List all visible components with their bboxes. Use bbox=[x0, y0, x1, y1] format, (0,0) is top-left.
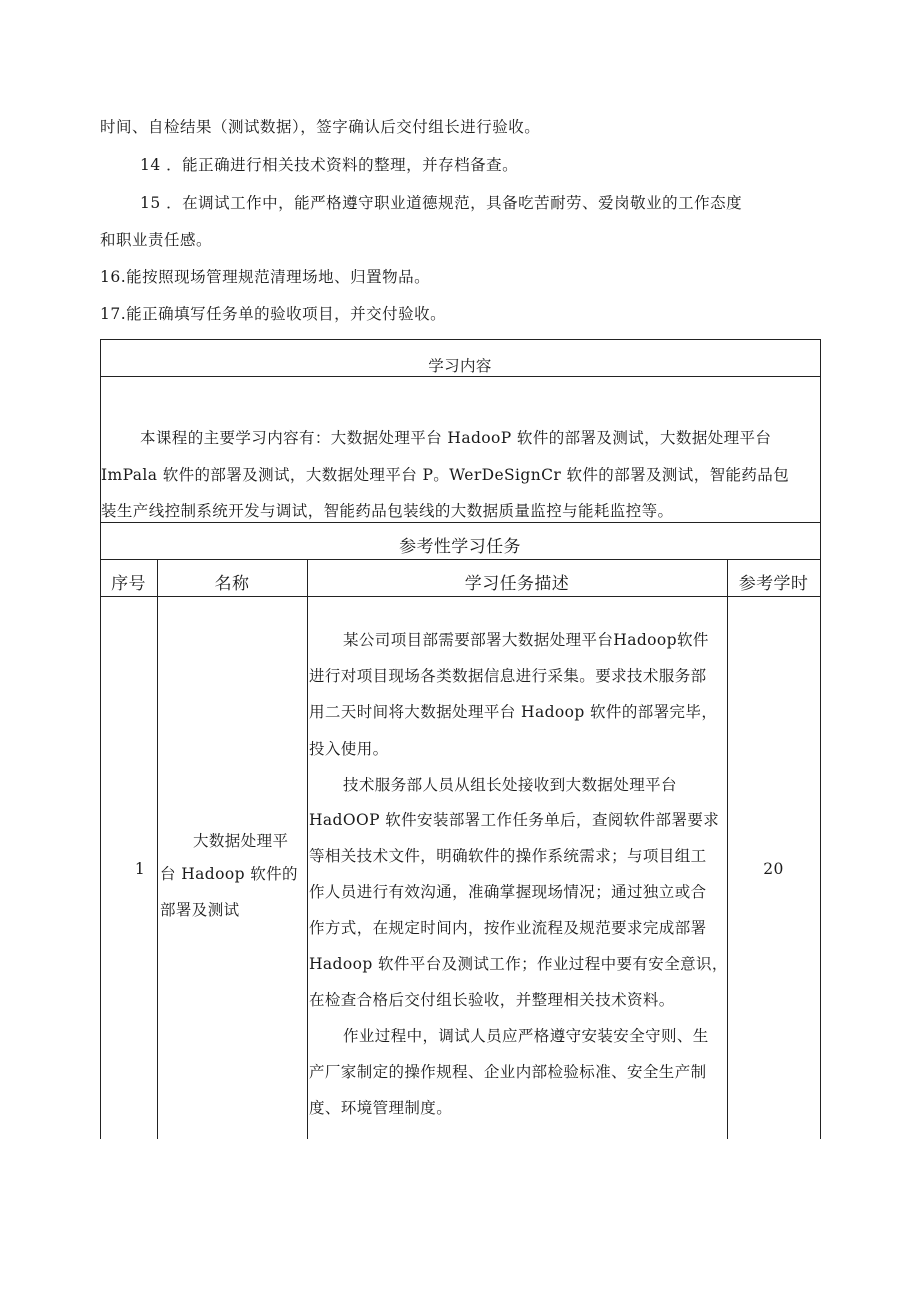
row-desc-line-14: 度、环境管理制度。 bbox=[309, 1099, 453, 1117]
row-desc-line-7: 等相关技术文件，明确软件的操作系统需求；与项目组工 bbox=[309, 847, 707, 865]
table-border-h4 bbox=[100, 596, 820, 597]
intro-line-time: 时间、自检结果（测试数据），签字确认后交付组长进行验收。 bbox=[100, 118, 541, 136]
table-border-h1 bbox=[100, 376, 820, 377]
row-name-line-3: 部署及测试 bbox=[160, 901, 240, 919]
row-desc-line-1: 某公司项目部需要部署大数据处理平台Hadoop软件 bbox=[343, 631, 709, 649]
reference-tasks-header: 参考性学习任务 bbox=[399, 537, 521, 557]
table-border-h3 bbox=[100, 559, 820, 560]
row-name-line-2: 台 Hadoop 软件的 bbox=[160, 865, 298, 883]
column-header-hours: 参考学时 bbox=[738, 574, 809, 594]
row-desc-line-12: 作业过程中，调试人员应严格遵守安装安全守则、生 bbox=[343, 1027, 709, 1045]
learning-content-line-2: ImPala 软件的部署及测试，大数据处理平台 P。WerDeSignCr 软件的部署及测试，智能药品包 bbox=[101, 466, 790, 484]
row-desc-line-2: 进行对项目现场各类数据信息进行采集。要求技术服务部 bbox=[309, 667, 707, 685]
table-border-right bbox=[820, 339, 821, 1139]
learning-content-line-1: 本课程的主要学习内容有：大数据处理平台 HadooP 软件的部署及测试，大数据处理平台 bbox=[140, 429, 772, 447]
table-border-left bbox=[100, 339, 101, 1139]
row-desc-line-8: 作人员进行有效沟通，准确掌握现场情况；通过独立或合 bbox=[309, 883, 707, 901]
learning-content-line-3: 装生产线控制系统开发与调试，智能药品包装线的大数据质量监控与能耗监控等。 bbox=[101, 502, 674, 520]
intro-item-14: 14 ．能正确进行相关技术资料的整理，并存档备查。 bbox=[140, 156, 519, 174]
row-desc-line-9: 作方式，在规定时间内，按作业流程及规范要求完成部署 bbox=[309, 919, 707, 937]
row-seq: 1 bbox=[134, 860, 146, 878]
learning-content-header: 学习内容 bbox=[428, 357, 492, 375]
row-desc-line-10: Hadoop 软件平台及测试工作；作业过程中要有安全意识， bbox=[309, 955, 728, 973]
row-hours: 20 bbox=[763, 860, 784, 878]
row-desc-line-13: 产厂家制定的操作规程、企业内部检验标准、安全生产制 bbox=[309, 1063, 707, 1081]
column-header-seq: 序号 bbox=[111, 574, 146, 594]
intro-item-15: 15 ．在调试工作中，能严格遵守职业道德规范，具备吃苦耐劳、爱岗敬业的工作态度 bbox=[140, 194, 743, 212]
intro-item-16: 16.能按照现场管理规范清理场地、归置物品。 bbox=[100, 268, 431, 286]
intro-item-17: 17.能正确填写任务单的验收项目，并交付验收。 bbox=[100, 305, 447, 323]
row-desc-line-11: 在检查合格后交付组长验收，并整理相关技术资料。 bbox=[309, 991, 675, 1009]
table-col-divider-1 bbox=[157, 559, 158, 1139]
intro-item-15-cont: 和职业责任感。 bbox=[100, 231, 213, 249]
row-desc-line-6: HadOOP 软件安装部署工作任务单后，查阅软件部署要求 bbox=[309, 811, 720, 829]
table-border-top bbox=[100, 339, 820, 340]
row-desc-line-4: 投入使用。 bbox=[309, 740, 389, 758]
table-border-h2 bbox=[100, 522, 820, 523]
table-col-divider-2 bbox=[307, 559, 308, 1139]
column-header-name: 名称 bbox=[214, 574, 250, 594]
table-col-divider-3 bbox=[727, 559, 728, 1139]
row-name-line-1: 大数据处理平 bbox=[193, 832, 289, 850]
column-header-desc: 学习任务描述 bbox=[464, 574, 570, 594]
row-desc-line-5: 技术服务部人员从组长处接收到大数据处理平台 bbox=[343, 776, 677, 794]
row-desc-line-3: 用二天时间将大数据处理平台 Hadoop 软件的部署完毕， bbox=[309, 703, 718, 721]
